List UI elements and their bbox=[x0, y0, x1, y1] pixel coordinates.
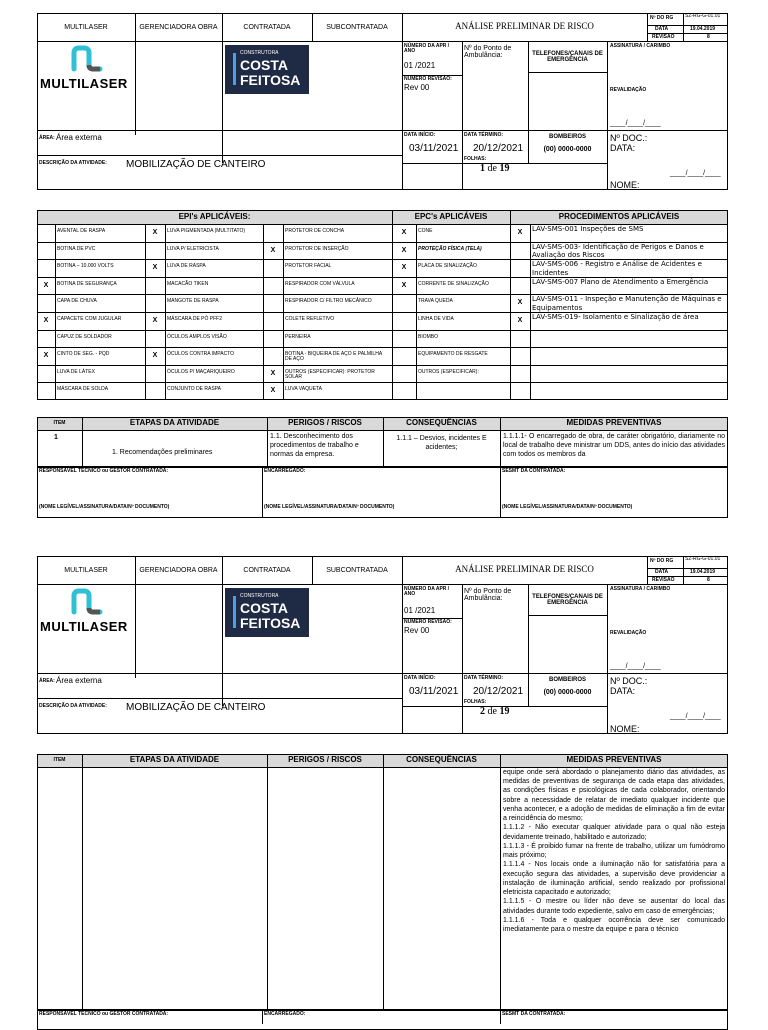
revalidacao-date-2: ____/____/____ bbox=[610, 663, 661, 670]
telefones-label: TELEFONES/CANAIS DE EMERGÊNCIA bbox=[532, 51, 603, 64]
descricao-label-2: DESCRIÇÃO DA ATIVIDADE: bbox=[39, 703, 107, 709]
encarregado-label-2: ENCARREGADO: bbox=[264, 1011, 306, 1017]
epi-col-divider bbox=[55, 242, 56, 260]
epi-col-divider bbox=[283, 365, 284, 383]
data-value-2: 19.04.2019 bbox=[690, 569, 716, 575]
epi-cell-m1: X bbox=[43, 281, 49, 289]
epi-col-divider bbox=[263, 382, 264, 400]
revisao-value-2: 8 bbox=[707, 577, 710, 583]
row1-consequencia: 1.1.1 – Desvios, incidentes E acidentes; bbox=[396, 435, 487, 452]
folha-counter-2: 2 de 19 bbox=[480, 706, 510, 717]
epi-col-divider bbox=[263, 347, 264, 365]
page-2 bbox=[0, 556, 768, 1024]
numero-revisao-value: Rev 00 bbox=[404, 83, 430, 92]
epi-cell-e: LAV-SMS-007 Plano de Atendimento a Emergência bbox=[532, 277, 709, 286]
descricao-value: MOBILIZAÇÃO DE CANTEIRO bbox=[126, 159, 266, 170]
row1-perigo: 1.1. Desconhecimento dos procedimentos de trabalho e normas da empresa. bbox=[270, 433, 359, 459]
epi-col-divider bbox=[165, 277, 166, 295]
col-perigos-2: PERIGOS / RISCOS bbox=[288, 755, 362, 764]
epi-col-divider bbox=[145, 347, 146, 365]
col-medidas: MEDIDAS PREVENTIVAS bbox=[566, 418, 662, 427]
data2-label-2: DATA: bbox=[610, 686, 636, 696]
epi-cell-m4: X bbox=[401, 281, 407, 289]
col-item: ITEM bbox=[53, 420, 66, 426]
rg-label-2: Nº DO RG bbox=[650, 558, 674, 564]
epi-cell-c: PROTETOR DE CONCHA bbox=[285, 228, 345, 234]
nome-date: ____/____/____ bbox=[670, 170, 721, 177]
epi-col-divider bbox=[263, 330, 264, 348]
area-value: Área externa bbox=[56, 133, 102, 142]
epi-col-divider bbox=[530, 312, 531, 330]
epi-col-divider bbox=[55, 294, 56, 312]
medidas-continuation: equipe onde será abordado o planejamento diário das atividades, as medidas de preventivas de segurança de cada etapa das atividades, as condições físicas e psicológicas de cada colaborador, orientando sobre a necessidade de relatar de imediato qualquer incidente que venha acontecer, e a adoção de medidas de eliminação a fim de evitar a reincidência do mesmo; 1.1.1.2 - Não executar qualquer atividade para o qual não esteja devidamente treinado, habilitado e autorizado; 1.1.1.3 - É proibido fumar na frente de trabalho, utilizar um fumódromo mais próximo; 1.1.1.4 - Nos locais onde a iluminação não for satisfatória para a execução segura das atividades, a supervisão deve providenciar a instalação de iluminação artificial, sendo realizado por profissional eletricista capacitado e autorizado; 1.1.1.5 - O mestre ou líder não deve se ausentar do local das atividades durante todo expediente, salvo em caso de emergências; 1.1.1.6 - Toda e qualquer ocorrência deve ser comunicado imediatamente para o mestre da equipe e para o técnico bbox=[503, 769, 725, 933]
epi-col-divider bbox=[165, 242, 166, 260]
epi-col-divider bbox=[145, 382, 146, 400]
epi-cell-m5: X bbox=[517, 229, 523, 236]
epi-col-divider bbox=[416, 312, 417, 330]
epi-cell-e: LAV-SMS-001 Inspeções de SMS bbox=[532, 225, 644, 233]
assinatura-label: ASSINATURA / CARIMBO bbox=[610, 43, 671, 49]
epi-cell-b: LUVA P/ ELETRICISTA bbox=[167, 245, 219, 252]
multilaser-logo-icon bbox=[40, 588, 132, 616]
epi-cell-a: AVENTAL DE RASPA bbox=[57, 228, 106, 234]
epi-cell-d: BIOMBO bbox=[418, 333, 439, 340]
row1-etapa: 1. Recomendações preliminares bbox=[112, 449, 213, 456]
epi-cell-c: OUTROS (ESPECIFICAR): PROTETOR SOLAR bbox=[285, 368, 375, 381]
header-contratada-2: CONTRATADA bbox=[243, 567, 291, 574]
epi-col-divider bbox=[530, 347, 531, 365]
area-label-2: ÁREA: bbox=[39, 678, 55, 684]
epi-cell-m1: X bbox=[43, 352, 49, 360]
epi-col-divider bbox=[530, 224, 531, 242]
folhas-label-2: FOLHAS: bbox=[464, 699, 487, 705]
data-termino-value-2: 20/12/2021 bbox=[473, 686, 524, 697]
ponto-ambulancia-label: Nº do Ponto de Ambulância: bbox=[464, 45, 512, 60]
epi-col-divider bbox=[55, 259, 56, 277]
encarregado-label: ENCARREGADO: bbox=[264, 468, 306, 474]
epi-cell-b: MÁSCARA DE PÓ PFF2 bbox=[167, 316, 223, 322]
epi-cell-d: OUTROS (ESPECIFICAR): bbox=[418, 368, 479, 375]
epi-title: EPI's APLICÁVEIS: bbox=[178, 212, 251, 221]
header-gerenciadora: GERENCIADORA OBRA bbox=[139, 24, 218, 31]
epi-col-divider bbox=[283, 312, 284, 330]
epi-cell-m5: X bbox=[517, 317, 523, 324]
epi-cell-m3: X bbox=[270, 387, 276, 395]
data-inicio-value-2: 03/11/2021 bbox=[409, 686, 459, 697]
epi-col-divider bbox=[165, 224, 166, 242]
col-consequencias-2: CONSEQUÊNCIAS bbox=[406, 755, 477, 764]
epi-col-divider bbox=[416, 259, 417, 277]
epi-col-divider bbox=[416, 365, 417, 383]
signature-row bbox=[37, 467, 728, 518]
epi-col-divider bbox=[263, 294, 264, 312]
col-item-2: ITEM bbox=[53, 757, 66, 763]
epi-col-divider bbox=[530, 365, 531, 383]
epi-col-divider bbox=[55, 347, 56, 365]
epi-cell-c: RESPIRADOR C/ FILTRO MECÂNICO bbox=[285, 298, 372, 305]
epc-title: EPC's APLICÁVEIS bbox=[414, 212, 488, 221]
sesmt-nome-legivel: (NOME LEGÍVEL/ASSINATURA/DATA/Nº DOCUMENTO) bbox=[502, 504, 633, 510]
epi-col-divider bbox=[145, 242, 146, 260]
epi-col-divider bbox=[416, 242, 417, 260]
epi-col-divider bbox=[263, 365, 264, 383]
col-etapas: ETAPAS DA ATIVIDADE bbox=[129, 418, 220, 427]
ndoc-label-2: Nº DOC.: bbox=[610, 676, 648, 686]
epi-cell-e: LAV-SMS-011 - Inspeção e Manutenção de Máquinas e Equipamentos bbox=[532, 295, 722, 312]
descricao-value-2: MOBILIZAÇÃO DE CANTEIRO bbox=[126, 702, 266, 713]
epi-cell-a: BOTINA – 10.000 VOLTS bbox=[57, 263, 114, 270]
epi-col-divider bbox=[530, 382, 531, 400]
revisao-label: REVISÃO bbox=[652, 34, 675, 40]
epi-cell-m4: X bbox=[401, 229, 407, 236]
epi-cell-a: LUVA DE LÁTEX bbox=[57, 368, 95, 375]
numero-revisao-value-2: Rev 00 bbox=[404, 626, 430, 635]
data-label: DATA bbox=[655, 26, 669, 32]
epi-cell-c: COLETE REFLETIVO bbox=[285, 316, 335, 322]
epi-cell-b: ÓCULOS AMPLOS VISÃO bbox=[167, 333, 227, 340]
epi-col-divider bbox=[165, 294, 166, 312]
epi-col-divider bbox=[55, 224, 56, 242]
descricao-label: DESCRIÇÃO DA ATIVIDADE: bbox=[39, 160, 107, 166]
revalidacao-label: REVALIDAÇÃO bbox=[610, 87, 647, 93]
epi-col-divider bbox=[283, 277, 284, 295]
revalidacao-label-2: REVALIDAÇÃO bbox=[610, 630, 647, 636]
sesmt-label-2: SESMT DA CONTRATADA: bbox=[502, 1011, 566, 1017]
epi-col-divider bbox=[530, 242, 531, 260]
epi-col-divider bbox=[145, 312, 146, 330]
epi-col-divider bbox=[416, 382, 417, 400]
epi-col-divider bbox=[283, 224, 284, 242]
epi-cell-a: MÁSCARA DE SOLDA bbox=[57, 386, 109, 393]
epi-col-divider bbox=[55, 277, 56, 295]
epi-cell-a: CAPUZ DE SOLDADOR bbox=[57, 333, 112, 340]
epi-col-divider bbox=[55, 312, 56, 330]
data-label-2: DATA bbox=[655, 569, 669, 575]
epi-col-divider bbox=[416, 330, 417, 348]
epi-cell-b: ÓCULOS CONTRA IMPACTO bbox=[167, 351, 235, 358]
numero-revisao-label: NÚMERO REVISÃO: bbox=[404, 76, 452, 82]
resp-label-2: RESPONSÁVEL TÉCNICO ou GESTOR CONTRATADA: bbox=[39, 1011, 169, 1017]
bombeiros-label-2: BOMBEIROS bbox=[548, 677, 586, 683]
epi-cell-e: LAV-SMS-006 - Registro e Análise de Acidentes e Incidentes bbox=[532, 260, 702, 277]
epi-col-divider bbox=[263, 277, 264, 295]
header-gerenciadora-2: GERENCIADORA OBRA bbox=[139, 567, 218, 574]
epi-col-divider bbox=[416, 224, 417, 242]
multilaser-logo: MULTILASER bbox=[40, 45, 132, 95]
page-1 bbox=[0, 13, 768, 518]
epi-cell-m3: X bbox=[270, 369, 276, 377]
epi-cell-m3: X bbox=[270, 246, 276, 254]
epi-cell-a: BOTINA DE PVC bbox=[57, 245, 96, 252]
ndoc-label: Nº DOC.: bbox=[610, 133, 648, 143]
epi-cell-a: CINTO DE SEG. - PQD bbox=[57, 351, 110, 358]
epi-col-divider bbox=[145, 259, 146, 277]
epi-col-divider bbox=[165, 382, 166, 400]
proc-title: PROCEDIMENTOS APLICÁVEIS bbox=[558, 212, 680, 221]
epi-col-divider bbox=[263, 224, 264, 242]
nome-date-2: ____/____/____ bbox=[670, 713, 721, 720]
data-termino-value: 20/12/2021 bbox=[473, 143, 524, 154]
col-consequencias: CONSEQUÊNCIAS bbox=[406, 418, 477, 427]
area-value-2: Área externa bbox=[56, 676, 102, 685]
epi-row-divider bbox=[37, 347, 728, 348]
epi-cell-b: ÓCULOS P/ MAÇARIQUEIRO bbox=[167, 368, 235, 375]
epi-cell-d: TRAVA QUEDA bbox=[418, 298, 453, 305]
data-inicio-value: 03/11/2021 bbox=[409, 143, 459, 154]
epi-row-divider bbox=[37, 330, 728, 331]
data-value: 19.04.2019 bbox=[690, 26, 716, 32]
nome-label: NOME: bbox=[610, 180, 640, 190]
data-termino-label-2: DATA TÉRMINO: bbox=[464, 675, 504, 681]
revisao-label-2: REVISÃO bbox=[652, 577, 675, 583]
epi-cell-b: MANGOTE DE RASPA bbox=[167, 298, 219, 305]
numero-apr-value-2: 01 /2021 bbox=[404, 606, 436, 615]
doc-title-2: ANÁLISE PRELIMINAR DE RISCO bbox=[455, 564, 594, 574]
folhas-label: FOLHAS: bbox=[464, 156, 487, 162]
col-perigos: PERIGOS / RISCOS bbox=[288, 418, 362, 427]
epi-col-divider bbox=[530, 277, 531, 295]
epi-col-divider bbox=[165, 330, 166, 348]
epi-cell-m2: X bbox=[152, 352, 158, 360]
data2-label: DATA: bbox=[610, 143, 636, 153]
data-inicio-label-2: DATA INÍCIO: bbox=[404, 675, 436, 681]
epi-col-divider bbox=[165, 312, 166, 330]
costa-feitosa-logo: CONSTRUTORA COSTA FEITOSA bbox=[225, 45, 309, 94]
epi-col-divider bbox=[283, 294, 284, 312]
numero-revisao-label-2: NÚMERO REVISÃO: bbox=[404, 619, 452, 625]
multilaser-logo-2: MULTILASER bbox=[40, 588, 132, 638]
encarregado-nome-legivel: (NOME LEGÍVEL/ASSINATURA/DATA/Nº DOCUMENTO) bbox=[264, 504, 395, 510]
epi-cell-c: PROTETOR FACIAL bbox=[285, 263, 332, 270]
ponto-ambulancia-label-2: Nº do Ponto de Ambulância: bbox=[464, 588, 512, 603]
revisao-value: 8 bbox=[707, 34, 710, 40]
col-medidas-2: MEDIDAS PREVENTIVAS bbox=[566, 755, 662, 764]
resp-label: RESPONSÁVEL TÉCNICO ou GESTOR CONTRATADA: bbox=[39, 468, 169, 474]
epi-col-divider bbox=[283, 347, 284, 365]
bombeiros-label: BOMBEIROS bbox=[548, 134, 586, 140]
epi-cell-d: PROTEÇÃO FÍSICA (TELA) bbox=[418, 245, 482, 252]
bombeiros-value-2: (00) 0000-0000 bbox=[543, 689, 592, 696]
epi-col-divider bbox=[416, 277, 417, 295]
epi-cell-d: LINHA DE VIDA bbox=[418, 316, 454, 322]
epi-row-divider bbox=[37, 382, 728, 383]
numero-apr-label-2: NÚMERO DA APR / ANO bbox=[404, 586, 450, 598]
epi-cell-c: BOTINA - BIQUEIRA DE AÇO E PALMILHA DE AÇO bbox=[285, 351, 382, 363]
epi-cell-c: PROTETOR DE INSERÇÃO bbox=[285, 245, 349, 252]
sesmt-label: SESMT DA CONTRATADA: bbox=[502, 468, 566, 474]
epi-col-divider bbox=[416, 347, 417, 365]
epi-col-divider bbox=[530, 330, 531, 348]
epi-col-divider bbox=[165, 347, 166, 365]
col-etapas-2: ETAPAS DA ATIVIDADE bbox=[129, 755, 220, 764]
bombeiros-value: (00) 0000-0000 bbox=[543, 146, 592, 153]
rg-value: SZ-RG-G-01.01 bbox=[685, 13, 721, 19]
epi-cell-m5: X bbox=[517, 299, 523, 307]
numero-apr-value: 01 /2021 bbox=[404, 61, 436, 70]
multilaser-logo-icon bbox=[40, 45, 132, 73]
epi-col-divider bbox=[283, 259, 284, 277]
epi-col-divider bbox=[145, 330, 146, 348]
epi-cell-e: LAV-SMS-003- Identificação de Perigos e Danos e Avaliação dos Riscos bbox=[532, 242, 704, 259]
area-label: ÁREA: bbox=[39, 135, 55, 141]
epi-cell-b: MACACÃO TIKEN bbox=[167, 280, 209, 287]
epi-cell-m2: X bbox=[152, 229, 158, 236]
epi-col-divider bbox=[165, 259, 166, 277]
epi-cell-m4: X bbox=[401, 246, 407, 254]
epi-col-divider bbox=[530, 294, 531, 312]
data-inicio-label: DATA INÍCIO: bbox=[404, 132, 436, 138]
epi-cell-m1: X bbox=[43, 317, 49, 324]
epi-row-divider bbox=[37, 365, 728, 366]
row1-medida: 1.1.1.1- O encarregado de obra, de caráter obrigatório, diariamente no local de trabalho deve ministrar um DDS, antes do início das atividades com todos os membros da bbox=[503, 433, 725, 459]
epi-cell-d: CONE bbox=[418, 228, 433, 234]
epi-col-divider bbox=[145, 294, 146, 312]
epi-col-divider bbox=[55, 330, 56, 348]
epi-cell-m4: X bbox=[401, 264, 407, 272]
epi-col-divider bbox=[263, 259, 264, 277]
row1-item: 1 bbox=[54, 434, 58, 441]
epi-cell-b: LUVA PIGMENTADA (MULTITATO) bbox=[167, 228, 246, 234]
epi-col-divider bbox=[283, 330, 284, 348]
epi-col-divider bbox=[145, 224, 146, 242]
epi-cell-c: LUVA VAQUETA bbox=[285, 386, 322, 393]
resp-nome-legivel: (NOME LEGÍVEL/ASSINATURA/DATA/Nº DOCUMENTO) bbox=[39, 504, 170, 510]
header-subcontratada-2: SUBCONTRATADA bbox=[326, 567, 388, 574]
epi-cell-b: CONJUNTO DE RASPA bbox=[167, 386, 221, 393]
header-multilaser-2: MULTILASER bbox=[64, 567, 108, 574]
header-subcontratada: SUBCONTRATADA bbox=[326, 24, 388, 31]
epi-cell-m2: X bbox=[152, 264, 158, 272]
epi-cell-a: BOTINA DE SEGURANÇA bbox=[57, 280, 117, 287]
nome-label-2: NOME: bbox=[610, 724, 640, 734]
epi-cell-a: CAPACETE COM JUGULAR bbox=[57, 316, 122, 322]
assinatura-label-2: ASSINATURA / CARIMBO bbox=[610, 586, 671, 592]
epi-col-divider bbox=[55, 365, 56, 383]
rg-label: Nº DO RG bbox=[650, 15, 674, 21]
epi-cell-a: CAPA DE CHUVA bbox=[57, 298, 97, 305]
doc-title: ANÁLISE PRELIMINAR DE RISCO bbox=[455, 21, 594, 31]
revalidacao-date: ____/____/____ bbox=[610, 120, 661, 127]
data-termino-label: DATA TÉRMINO: bbox=[464, 132, 504, 138]
epi-col-divider bbox=[263, 242, 264, 260]
costa-feitosa-logo-2: CONSTRUTORA COSTA FEITOSA bbox=[225, 588, 309, 637]
header-contratada: CONTRATADA bbox=[243, 24, 291, 31]
epi-cell-e: LAV-SMS-019- Isolamento e Sinalização de área bbox=[532, 313, 699, 321]
folha-counter: 1 de 19 bbox=[480, 163, 510, 174]
header-multilaser: MULTILASER bbox=[64, 24, 108, 31]
epi-col-divider bbox=[283, 382, 284, 400]
epi-cell-d: CORRENTE DE SINALIZAÇÃO bbox=[418, 280, 489, 287]
epi-cell-d: EQUIPAMENTO DE RESGATE bbox=[418, 351, 488, 358]
telefones-label-2: TELEFONES/CANAIS DE EMERGÊNCIA bbox=[532, 594, 603, 607]
epi-cell-b: LUVA DE RASPA bbox=[167, 263, 206, 270]
epi-cell-m2: X bbox=[152, 317, 158, 324]
epi-cell-c: RESPIRADOR COM VÁLVULA bbox=[285, 280, 355, 287]
epi-cell-c: PERNEIRA bbox=[285, 333, 311, 340]
epi-col-divider bbox=[283, 242, 284, 260]
epi-col-divider bbox=[416, 294, 417, 312]
epi-col-divider bbox=[145, 365, 146, 383]
epi-col-divider bbox=[530, 259, 531, 277]
epi-col-divider bbox=[263, 312, 264, 330]
epi-col-divider bbox=[165, 365, 166, 383]
epi-cell-d: PLACA DE SINALIZAÇÃO bbox=[418, 263, 477, 270]
epi-col-divider bbox=[145, 277, 146, 295]
numero-apr-label: NÚMERO DA APR / ANO bbox=[404, 43, 450, 55]
epi-col-divider bbox=[55, 382, 56, 400]
rg-value-2: SZ-RG-G-01.01 bbox=[685, 556, 721, 562]
